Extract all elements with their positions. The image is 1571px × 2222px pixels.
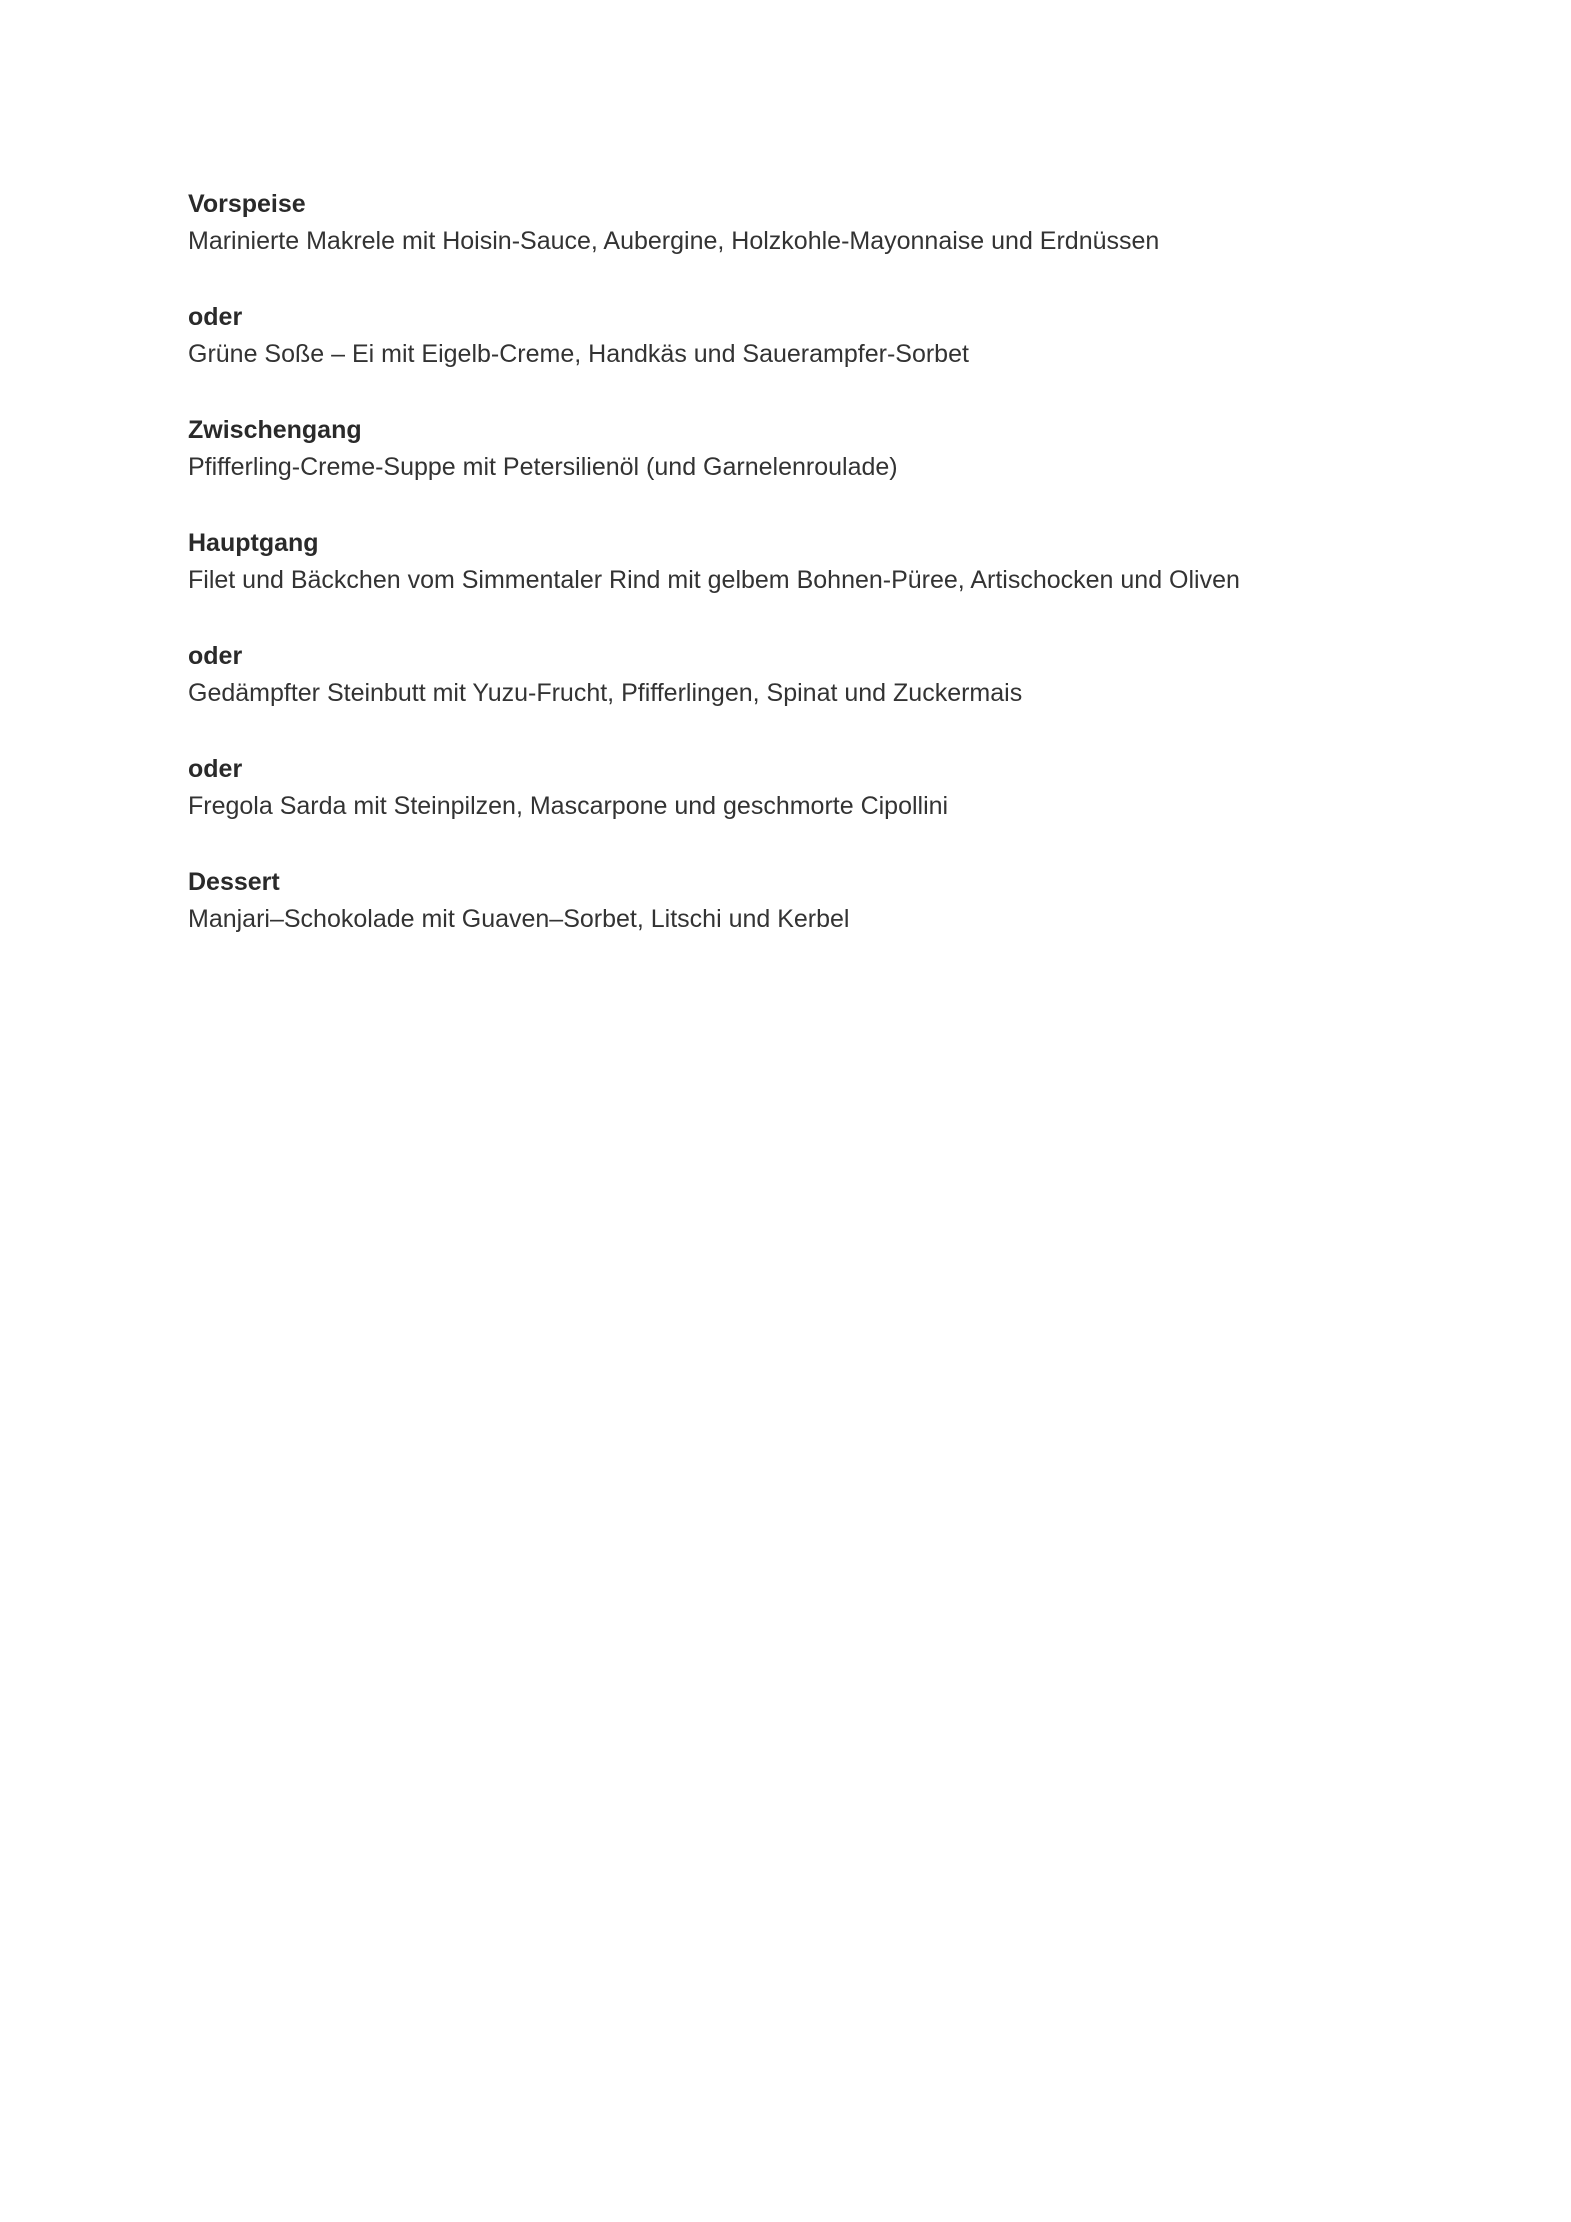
course-dish: Gedämpfter Steinbutt mit Yuzu-Frucht, Pfifferlingen, Spinat und Zuckermais — [188, 679, 1023, 707]
course-heading: Zwischengang — [188, 416, 362, 444]
course-hauptgang — [188, 525, 1488, 599]
course-dish: Marinierte Makrele mit Hoisin-Sauce, Aubergine, Holzkohle-Mayonnaise und Erdnüssen — [188, 227, 1160, 255]
course-heading: oder — [188, 755, 243, 783]
course-hauptgang-alternative-1 — [188, 638, 1488, 712]
course-dish: Filet und Bäckchen vom Simmentaler Rind mit gelbem Bohnen-Püree, Artischocken und Oliven — [188, 566, 1240, 594]
course-heading: oder — [188, 303, 243, 331]
course-heading: Vorspeise — [188, 190, 306, 218]
course-dish: Grüne Soße – Ei mit Eigelb-Creme, Handkäs und Sauerampfer-Sorbet — [188, 340, 969, 368]
course-heading: Hauptgang — [188, 529, 319, 557]
course-vorspeise-alternative — [188, 299, 1488, 373]
course-dish: Pfifferling-Creme-Suppe mit Petersilienöl (und Garnelenroulade) — [188, 453, 898, 481]
course-vorspeise — [188, 186, 1488, 260]
course-hauptgang-alternative-2 — [188, 751, 1488, 825]
course-zwischengang — [188, 412, 1488, 486]
course-heading: oder — [188, 642, 243, 670]
course-dessert — [188, 864, 1488, 938]
course-dish: Fregola Sarda mit Steinpilzen, Mascarpone und geschmorte Cipollini — [188, 792, 949, 820]
course-dish: Manjari–Schokolade mit Guaven–Sorbet, Litschi und Kerbel — [188, 905, 850, 933]
course-heading: Dessert — [188, 868, 280, 896]
menu-list — [188, 186, 1488, 977]
